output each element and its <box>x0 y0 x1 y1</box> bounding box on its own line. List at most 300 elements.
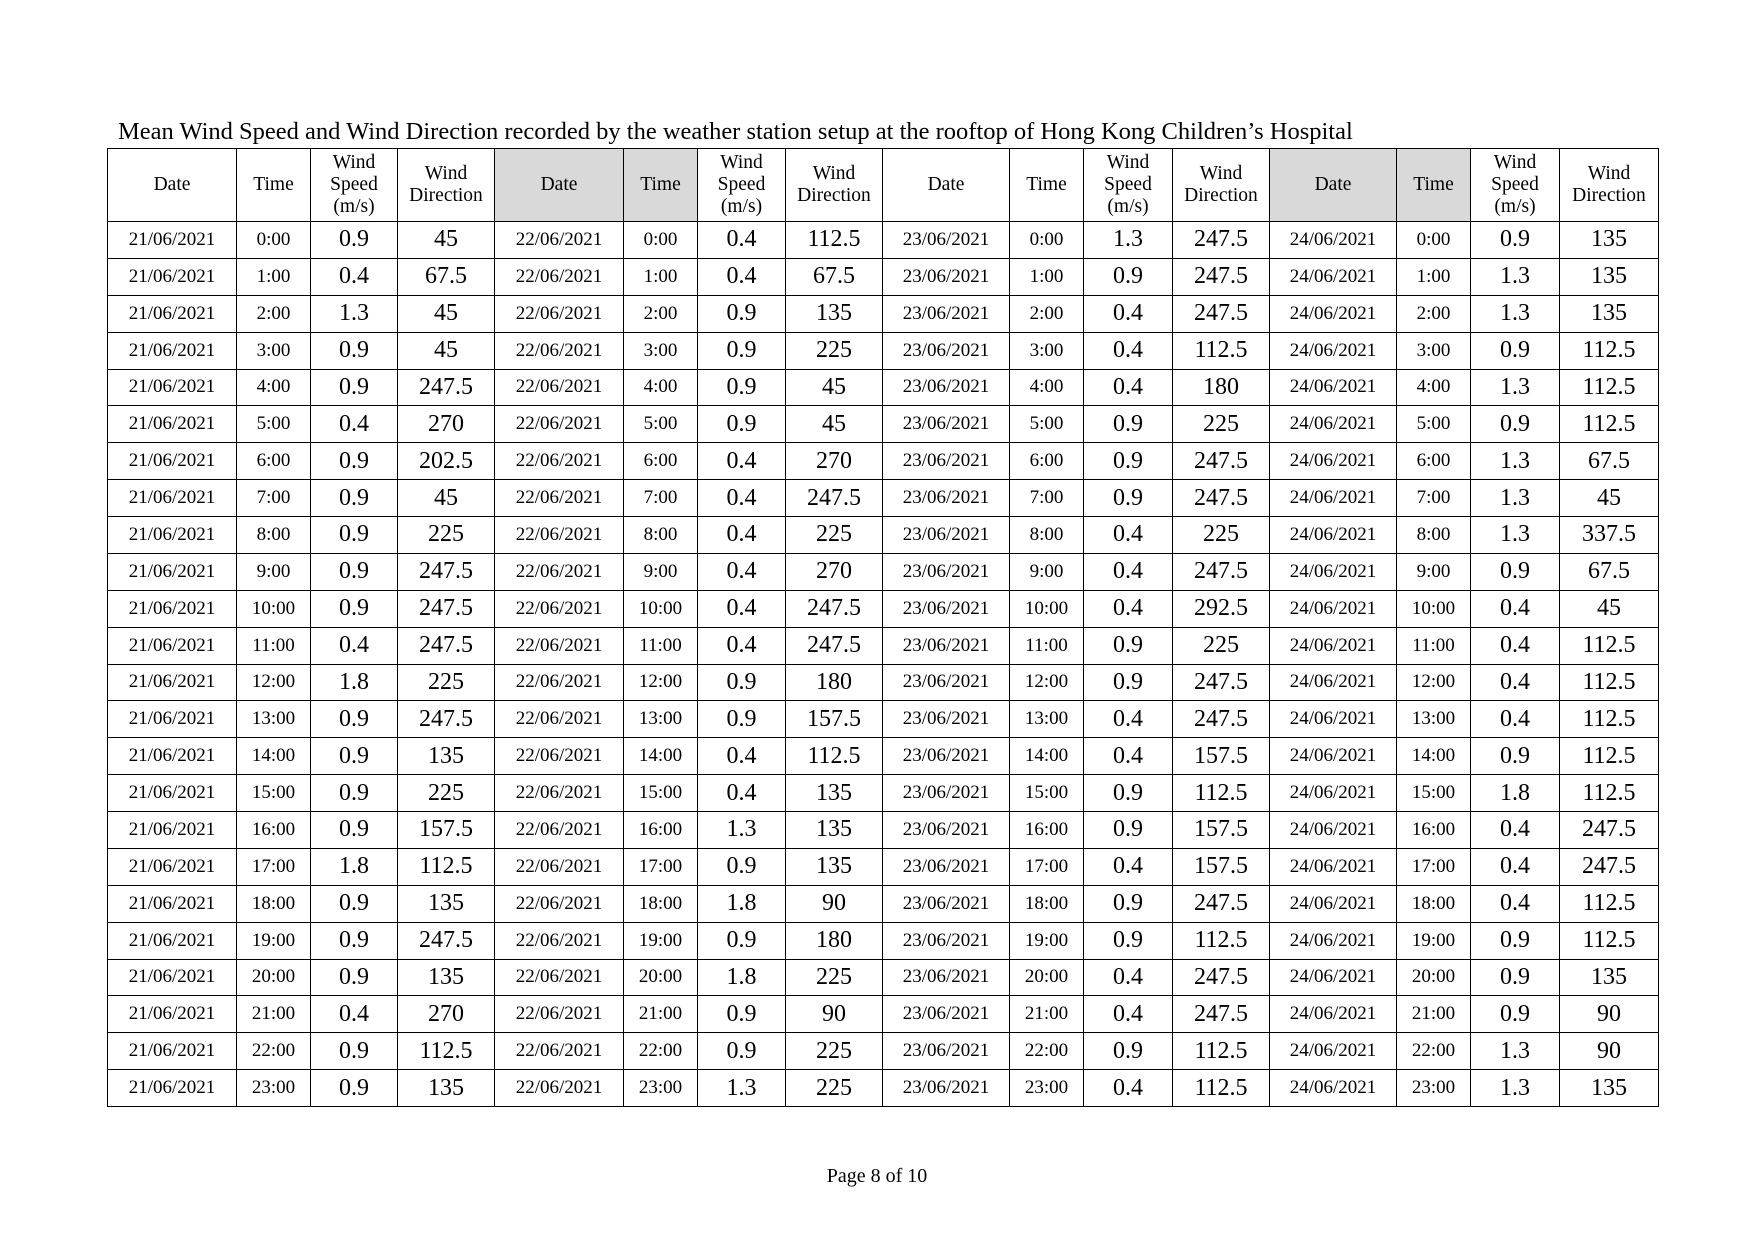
header-label: Direction <box>1572 185 1646 206</box>
time-cell: 2:00 <box>1010 295 1084 332</box>
wind-speed-cell: 0.4 <box>1471 627 1560 664</box>
date-cell: 24/06/2021 <box>1270 848 1397 885</box>
wind-speed-cell: 0.9 <box>1084 812 1173 849</box>
date-cell: 23/06/2021 <box>883 922 1010 959</box>
table-row <box>108 775 1659 812</box>
wind-speed-cell: 1.3 <box>1471 1033 1560 1070</box>
wind-speed-cell: 0.9 <box>698 295 786 332</box>
date-cell: 24/06/2021 <box>1270 590 1397 627</box>
time-cell: 17:00 <box>237 848 311 885</box>
wind-direction-cell: 45 <box>398 295 495 332</box>
wind-direction-cell: 247.5 <box>1173 664 1270 701</box>
time-cell: 21:00 <box>237 996 311 1033</box>
wind-direction-cell: 202.5 <box>398 443 495 480</box>
wind-direction-cell: 247.5 <box>398 590 495 627</box>
wind-speed-cell: 1.3 <box>1471 1070 1560 1107</box>
wind-direction-cell: 270 <box>398 406 495 443</box>
date-cell: 22/06/2021 <box>495 517 624 554</box>
wind-speed-cell: 0.4 <box>1084 332 1173 369</box>
wind-direction-cell: 180 <box>786 664 883 701</box>
wind-speed-cell: 1.3 <box>698 1070 786 1107</box>
wind-direction-cell: 247.5 <box>1173 295 1270 332</box>
wind-direction-cell: 225 <box>786 517 883 554</box>
time-cell: 4:00 <box>624 369 698 406</box>
table-row <box>108 664 1659 701</box>
date-cell: 23/06/2021 <box>883 701 1010 738</box>
wind-direction-cell: 247.5 <box>1173 996 1270 1033</box>
wind-speed-header <box>311 149 398 222</box>
time-cell: 3:00 <box>237 332 311 369</box>
time-cell: 23:00 <box>1010 1070 1084 1107</box>
time-header <box>624 149 698 222</box>
date-cell: 24/06/2021 <box>1270 701 1397 738</box>
time-cell: 3:00 <box>624 332 698 369</box>
time-cell: 12:00 <box>1010 664 1084 701</box>
wind-direction-cell: 292.5 <box>1173 590 1270 627</box>
time-header <box>1010 149 1084 222</box>
wind-speed-cell: 1.8 <box>311 848 398 885</box>
date-cell: 23/06/2021 <box>883 406 1010 443</box>
time-cell: 8:00 <box>237 517 311 554</box>
date-cell: 21/06/2021 <box>108 553 237 590</box>
wind-direction-cell: 247.5 <box>398 922 495 959</box>
date-cell: 24/06/2021 <box>1270 664 1397 701</box>
wind-direction-cell: 135 <box>786 775 883 812</box>
date-cell: 23/06/2021 <box>883 258 1010 295</box>
date-cell: 21/06/2021 <box>108 295 237 332</box>
header-label: Time <box>640 174 681 195</box>
date-cell: 23/06/2021 <box>883 1070 1010 1107</box>
wind-direction-cell: 112.5 <box>1560 406 1659 443</box>
time-cell: 8:00 <box>1397 517 1471 554</box>
date-cell: 22/06/2021 <box>495 848 624 885</box>
table-row <box>108 553 1659 590</box>
time-cell: 9:00 <box>1397 553 1471 590</box>
date-cell: 22/06/2021 <box>495 480 624 517</box>
date-cell: 23/06/2021 <box>883 443 1010 480</box>
wind-speed-cell: 0.9 <box>1471 222 1560 259</box>
wind-speed-cell: 0.9 <box>1084 664 1173 701</box>
wind-direction-cell: 135 <box>398 738 495 775</box>
time-cell: 6:00 <box>237 443 311 480</box>
date-cell: 22/06/2021 <box>495 627 624 664</box>
wind-direction-cell: 135 <box>398 885 495 922</box>
wind-direction-cell: 225 <box>1173 517 1270 554</box>
wind-speed-cell: 0.9 <box>311 812 398 849</box>
table-row <box>108 295 1659 332</box>
date-cell: 24/06/2021 <box>1270 812 1397 849</box>
table-row <box>108 443 1659 480</box>
header-label: Wind <box>1493 152 1537 173</box>
wind-speed-cell: 0.9 <box>311 1070 398 1107</box>
date-cell: 23/06/2021 <box>883 590 1010 627</box>
wind-speed-cell: 1.3 <box>1471 443 1560 480</box>
time-cell: 3:00 <box>1010 332 1084 369</box>
wind-speed-cell: 0.9 <box>311 553 398 590</box>
wind-speed-cell: 0.9 <box>698 848 786 885</box>
header-label: (m/s) <box>720 196 763 217</box>
date-cell: 22/06/2021 <box>495 590 624 627</box>
time-cell: 22:00 <box>237 1033 311 1070</box>
wind-speed-cell: 0.9 <box>1471 959 1560 996</box>
date-cell: 22/06/2021 <box>495 443 624 480</box>
wind-speed-cell: 0.9 <box>311 959 398 996</box>
date-cell: 24/06/2021 <box>1270 222 1397 259</box>
wind-direction-cell: 90 <box>1560 996 1659 1033</box>
wind-speed-cell: 0.4 <box>698 775 786 812</box>
wind-speed-cell: 1.8 <box>698 959 786 996</box>
page-number: Page 8 of 10 <box>826 1165 928 1187</box>
date-cell: 23/06/2021 <box>883 553 1010 590</box>
date-cell: 24/06/2021 <box>1270 295 1397 332</box>
date-header <box>883 149 1010 222</box>
wind-speed-cell: 0.9 <box>1084 258 1173 295</box>
wind-speed-cell: 0.4 <box>1084 517 1173 554</box>
date-cell: 24/06/2021 <box>1270 627 1397 664</box>
time-cell: 13:00 <box>624 701 698 738</box>
date-cell: 21/06/2021 <box>108 664 237 701</box>
date-cell: 24/06/2021 <box>1270 480 1397 517</box>
wind-direction-cell: 270 <box>398 996 495 1033</box>
date-header <box>495 149 624 222</box>
time-cell: 10:00 <box>1010 590 1084 627</box>
time-cell: 1:00 <box>1397 258 1471 295</box>
time-cell: 16:00 <box>237 812 311 849</box>
wind-speed-cell: 1.8 <box>311 664 398 701</box>
wind-direction-cell: 225 <box>786 1033 883 1070</box>
header-label: Time <box>1413 174 1454 195</box>
wind-speed-cell: 0.4 <box>311 996 398 1033</box>
time-cell: 7:00 <box>624 480 698 517</box>
wind-direction-cell: 247.5 <box>1173 885 1270 922</box>
time-cell: 23:00 <box>1397 1070 1471 1107</box>
table-row <box>108 627 1659 664</box>
wind-speed-cell: 0.4 <box>1084 553 1173 590</box>
wind-speed-cell: 0.9 <box>1084 406 1173 443</box>
wind-speed-cell: 0.4 <box>311 627 398 664</box>
time-cell: 13:00 <box>1397 701 1471 738</box>
wind-speed-cell: 0.9 <box>1084 885 1173 922</box>
date-cell: 24/06/2021 <box>1270 922 1397 959</box>
wind-speed-cell: 0.4 <box>1084 1070 1173 1107</box>
date-cell: 23/06/2021 <box>883 848 1010 885</box>
wind-direction-header <box>398 149 495 222</box>
wind-direction-header <box>786 149 883 222</box>
date-cell: 21/06/2021 <box>108 332 237 369</box>
wind-direction-cell: 135 <box>1560 295 1659 332</box>
wind-speed-cell: 0.4 <box>311 258 398 295</box>
wind-speed-cell: 0.4 <box>698 738 786 775</box>
table-row <box>108 738 1659 775</box>
time-cell: 17:00 <box>624 848 698 885</box>
date-cell: 23/06/2021 <box>883 664 1010 701</box>
wind-speed-cell: 0.9 <box>311 480 398 517</box>
wind-speed-cell: 1.3 <box>1471 480 1560 517</box>
wind-direction-cell: 157.5 <box>786 701 883 738</box>
time-cell: 20:00 <box>1010 959 1084 996</box>
time-cell: 21:00 <box>624 996 698 1033</box>
wind-direction-cell: 157.5 <box>1173 812 1270 849</box>
time-cell: 9:00 <box>624 553 698 590</box>
wind-direction-cell: 45 <box>398 332 495 369</box>
table-header <box>108 149 1659 222</box>
wind-direction-cell: 225 <box>398 664 495 701</box>
header-label: Wind <box>424 163 468 184</box>
header-label: Date <box>153 174 191 195</box>
time-cell: 22:00 <box>1010 1033 1084 1070</box>
date-cell: 22/06/2021 <box>495 258 624 295</box>
wind-direction-cell: 247.5 <box>398 627 495 664</box>
table-row <box>108 701 1659 738</box>
date-cell: 21/06/2021 <box>108 369 237 406</box>
header-label: Wind <box>812 163 856 184</box>
wind-direction-cell: 90 <box>786 996 883 1033</box>
wind-direction-cell: 112.5 <box>1173 1070 1270 1107</box>
time-cell: 5:00 <box>237 406 311 443</box>
wind-direction-cell: 112.5 <box>1560 664 1659 701</box>
wind-speed-cell: 1.8 <box>1471 775 1560 812</box>
table-row <box>108 332 1659 369</box>
wind-speed-cell: 0.9 <box>311 590 398 627</box>
wind-speed-cell: 0.4 <box>1084 295 1173 332</box>
date-cell: 23/06/2021 <box>883 332 1010 369</box>
wind-speed-cell: 0.9 <box>1084 627 1173 664</box>
header-label: Wind <box>1587 163 1631 184</box>
wind-direction-cell: 112.5 <box>1560 775 1659 812</box>
table-row <box>108 922 1659 959</box>
wind-direction-header <box>1560 149 1659 222</box>
wind-speed-cell: 0.9 <box>698 1033 786 1070</box>
wind-speed-cell: 0.4 <box>1471 848 1560 885</box>
wind-direction-cell: 247.5 <box>398 553 495 590</box>
time-cell: 8:00 <box>1010 517 1084 554</box>
header-label: Wind <box>332 152 376 173</box>
wind-speed-header <box>1471 149 1560 222</box>
date-cell: 23/06/2021 <box>883 480 1010 517</box>
time-cell: 12:00 <box>624 664 698 701</box>
wind-direction-cell: 112.5 <box>1560 738 1659 775</box>
wind-direction-cell: 247.5 <box>1173 258 1270 295</box>
time-cell: 4:00 <box>237 369 311 406</box>
wind-speed-cell: 0.4 <box>698 443 786 480</box>
time-cell: 6:00 <box>1397 443 1471 480</box>
header-label: (m/s) <box>1107 196 1149 217</box>
wind-speed-cell: 1.3 <box>1084 222 1173 259</box>
time-cell: 1:00 <box>624 258 698 295</box>
time-cell: 14:00 <box>624 738 698 775</box>
date-cell: 22/06/2021 <box>495 406 624 443</box>
table-row <box>108 959 1659 996</box>
date-cell: 22/06/2021 <box>495 222 624 259</box>
time-cell: 16:00 <box>624 812 698 849</box>
wind-speed-cell: 0.4 <box>698 480 786 517</box>
wind-speed-cell: 0.9 <box>1084 480 1173 517</box>
wind-direction-cell: 112.5 <box>1173 775 1270 812</box>
wind-speed-cell: 0.4 <box>1084 738 1173 775</box>
date-cell: 24/06/2021 <box>1270 369 1397 406</box>
wind-speed-cell: 0.4 <box>1084 848 1173 885</box>
wind-direction-cell: 225 <box>1173 627 1270 664</box>
wind-speed-cell: 0.4 <box>698 222 786 259</box>
wind-direction-cell: 157.5 <box>398 812 495 849</box>
table-body <box>108 222 1659 1107</box>
date-cell: 22/06/2021 <box>495 369 624 406</box>
time-cell: 6:00 <box>1010 443 1084 480</box>
wind-speed-cell: 0.9 <box>698 369 786 406</box>
time-cell: 4:00 <box>1010 369 1084 406</box>
date-cell: 23/06/2021 <box>883 775 1010 812</box>
date-cell: 23/06/2021 <box>883 369 1010 406</box>
time-cell: 10:00 <box>237 590 311 627</box>
date-cell: 22/06/2021 <box>495 812 624 849</box>
date-cell: 24/06/2021 <box>1270 406 1397 443</box>
wind-direction-cell: 225 <box>786 332 883 369</box>
wind-speed-cell: 0.4 <box>1471 812 1560 849</box>
date-cell: 23/06/2021 <box>883 222 1010 259</box>
time-cell: 5:00 <box>1397 406 1471 443</box>
wind-direction-cell: 45 <box>786 369 883 406</box>
date-cell: 21/06/2021 <box>108 738 237 775</box>
time-cell: 6:00 <box>624 443 698 480</box>
wind-direction-header <box>1173 149 1270 222</box>
header-label: Date <box>927 174 965 195</box>
wind-direction-cell: 112.5 <box>398 848 495 885</box>
time-cell: 2:00 <box>624 295 698 332</box>
wind-direction-cell: 135 <box>398 959 495 996</box>
wind-direction-cell: 90 <box>1560 1033 1659 1070</box>
wind-direction-cell: 67.5 <box>786 258 883 295</box>
wind-direction-cell: 247.5 <box>786 480 883 517</box>
time-cell: 9:00 <box>237 553 311 590</box>
time-cell: 10:00 <box>624 590 698 627</box>
wind-speed-cell: 0.9 <box>311 222 398 259</box>
table-row <box>108 406 1659 443</box>
wind-direction-cell: 112.5 <box>1560 332 1659 369</box>
time-cell: 11:00 <box>1397 627 1471 664</box>
time-cell: 20:00 <box>237 959 311 996</box>
wind-speed-cell: 0.4 <box>698 258 786 295</box>
wind-speed-cell: 0.9 <box>1084 922 1173 959</box>
wind-direction-cell: 157.5 <box>1173 738 1270 775</box>
wind-speed-cell: 0.9 <box>311 332 398 369</box>
wind-speed-cell: 0.9 <box>311 1033 398 1070</box>
time-cell: 11:00 <box>1010 627 1084 664</box>
wind-direction-cell: 225 <box>398 775 495 812</box>
date-cell: 22/06/2021 <box>495 996 624 1033</box>
wind-direction-cell: 112.5 <box>1560 369 1659 406</box>
wind-direction-cell: 90 <box>786 885 883 922</box>
time-cell: 15:00 <box>624 775 698 812</box>
time-cell: 0:00 <box>624 222 698 259</box>
wind-speed-cell: 0.9 <box>698 701 786 738</box>
time-cell: 13:00 <box>237 701 311 738</box>
wind-speed-cell: 1.3 <box>311 295 398 332</box>
wind-direction-cell: 135 <box>1560 222 1659 259</box>
wind-direction-cell: 112.5 <box>1173 922 1270 959</box>
wind-speed-cell: 0.4 <box>1471 664 1560 701</box>
time-cell: 21:00 <box>1010 996 1084 1033</box>
wind-direction-cell: 247.5 <box>1173 222 1270 259</box>
time-cell: 1:00 <box>237 258 311 295</box>
date-cell: 23/06/2021 <box>883 627 1010 664</box>
date-cell: 24/06/2021 <box>1270 1033 1397 1070</box>
wind-direction-cell: 135 <box>786 812 883 849</box>
time-cell: 2:00 <box>1397 295 1471 332</box>
wind-direction-cell: 247.5 <box>1560 812 1659 849</box>
wind-speed-cell: 0.4 <box>1471 885 1560 922</box>
date-cell: 22/06/2021 <box>495 553 624 590</box>
header-label: (m/s) <box>1494 196 1536 217</box>
wind-speed-cell: 0.9 <box>1084 1033 1173 1070</box>
wind-direction-cell: 45 <box>1560 590 1659 627</box>
wind-speed-cell: 0.9 <box>698 922 786 959</box>
date-cell: 22/06/2021 <box>495 1033 624 1070</box>
date-cell: 21/06/2021 <box>108 406 237 443</box>
date-cell: 24/06/2021 <box>1270 996 1397 1033</box>
wind-speed-cell: 0.4 <box>1084 590 1173 627</box>
header-label: Direction <box>797 185 871 206</box>
wind-direction-cell: 112.5 <box>786 222 883 259</box>
date-cell: 24/06/2021 <box>1270 885 1397 922</box>
wind-speed-cell: 0.9 <box>311 738 398 775</box>
date-cell: 21/06/2021 <box>108 701 237 738</box>
header-label: Speed <box>330 174 378 195</box>
wind-speed-cell: 0.9 <box>311 443 398 480</box>
table-row <box>108 1033 1659 1070</box>
header-label: Wind <box>720 152 763 173</box>
time-cell: 22:00 <box>1397 1033 1471 1070</box>
wind-speed-cell: 0.9 <box>311 701 398 738</box>
time-cell: 13:00 <box>1010 701 1084 738</box>
wind-direction-cell: 45 <box>398 222 495 259</box>
wind-direction-cell: 135 <box>786 295 883 332</box>
wind-direction-cell: 135 <box>398 1070 495 1107</box>
date-cell: 21/06/2021 <box>108 627 237 664</box>
wind-direction-cell: 180 <box>1173 369 1270 406</box>
wind-direction-cell: 247.5 <box>1560 848 1659 885</box>
time-cell: 21:00 <box>1397 996 1471 1033</box>
date-cell: 24/06/2021 <box>1270 775 1397 812</box>
time-cell: 18:00 <box>624 885 698 922</box>
wind-speed-cell: 0.4 <box>698 553 786 590</box>
time-cell: 14:00 <box>1397 738 1471 775</box>
wind-speed-cell: 0.9 <box>1471 738 1560 775</box>
table-row <box>108 1070 1659 1107</box>
date-cell: 21/06/2021 <box>108 590 237 627</box>
time-cell: 2:00 <box>237 295 311 332</box>
wind-direction-cell: 247.5 <box>1173 553 1270 590</box>
date-cell: 22/06/2021 <box>495 1070 624 1107</box>
date-cell: 24/06/2021 <box>1270 332 1397 369</box>
header-label: Wind <box>1106 152 1150 173</box>
wind-direction-cell: 112.5 <box>1560 627 1659 664</box>
date-cell: 21/06/2021 <box>108 959 237 996</box>
wind-speed-cell: 0.4 <box>1471 701 1560 738</box>
wind-speed-cell: 0.4 <box>1084 996 1173 1033</box>
time-cell: 19:00 <box>624 922 698 959</box>
date-cell: 24/06/2021 <box>1270 553 1397 590</box>
wind-direction-cell: 67.5 <box>398 258 495 295</box>
date-cell: 21/06/2021 <box>108 1070 237 1107</box>
date-cell: 21/06/2021 <box>108 517 237 554</box>
wind-speed-cell: 0.9 <box>1471 553 1560 590</box>
date-cell: 22/06/2021 <box>495 701 624 738</box>
time-cell: 15:00 <box>237 775 311 812</box>
wind-speed-cell: 0.9 <box>1471 996 1560 1033</box>
time-cell: 8:00 <box>624 517 698 554</box>
wind-direction-cell: 112.5 <box>1560 885 1659 922</box>
wind-direction-cell: 67.5 <box>1560 443 1659 480</box>
